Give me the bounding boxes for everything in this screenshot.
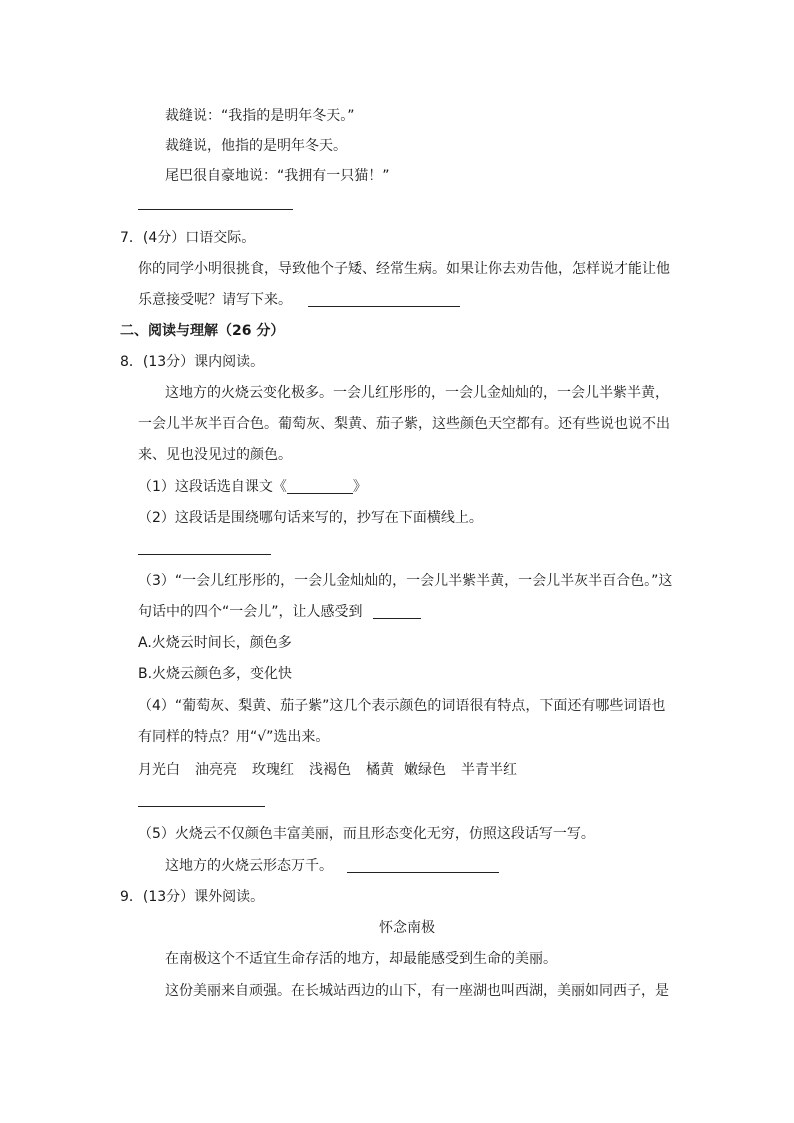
q9-paragraph-2: 这份美丽来自顽强。在长城站西边的山下，有一座湖也叫西湖，美丽如同西子，是 bbox=[165, 983, 669, 999]
answer-line-dialogue[interactable] bbox=[138, 209, 293, 210]
q8-header: 8．(13分）课内阅读。 bbox=[120, 354, 265, 370]
q8-passage-3: 来、见也没见过的颜色。 bbox=[138, 447, 292, 463]
answer-line-q8-sub1[interactable] bbox=[287, 479, 353, 494]
q8-sub1-pre: （1）这段话选自课文《 bbox=[138, 479, 287, 495]
q8-sub3-line-2-text: 句话中的四个“一会儿”，让人感受到 bbox=[138, 604, 363, 620]
answer-line-q8-sub5[interactable] bbox=[347, 858, 499, 873]
dialogue-line-1: 裁缝说：“我指的是明年冬天。” bbox=[165, 108, 355, 124]
q8-sub5: （5）火烧云不仅颜色丰富美丽，而且形态变化无穷，仿照这段话写一写。 bbox=[138, 826, 595, 842]
q7-text-1: 你的同学小明很挑食，导致他个子矮、经常生病。如果让你去劝告他，怎样说才能让他 bbox=[138, 261, 670, 277]
color-word[interactable]: 橘黄 bbox=[366, 762, 394, 778]
q8-sub3-line-2 bbox=[138, 603, 421, 621]
q8-sub2: （2）这段话是围绕哪句话来写的，抄写在下面横线上。 bbox=[138, 510, 483, 526]
option-b[interactable]: B.火烧云颜色多，变化快 bbox=[138, 666, 293, 682]
answer-line-q8-sub4[interactable] bbox=[138, 806, 265, 807]
q9-paragraph-1: 在南极这个不适宜生命存活的地方，却最能感受到生命的美丽。 bbox=[165, 951, 557, 967]
q8-sub4-line-2: 有同样的特点？用“√”选出来。 bbox=[138, 729, 330, 745]
q8-sub5-prompt: 这地方的火烧云形态万千。 bbox=[165, 858, 333, 874]
q9-article-title: 怀念南极 bbox=[379, 920, 435, 936]
color-word[interactable]: 油亮亮 bbox=[195, 762, 237, 778]
q8-sub5-prompt-line bbox=[165, 857, 499, 875]
color-word[interactable]: 月光白 bbox=[138, 762, 180, 778]
q8-passage-1: 这地方的火烧云变化极多。一会儿红彤彤的，一会儿金灿灿的，一会儿半紫半黄， bbox=[165, 385, 669, 401]
q8-sub3-line-1: （3）“一会儿红彤彤的，一会儿金灿灿的，一会儿半紫半黄，一会儿半灰半百合色。”这 bbox=[138, 573, 673, 589]
q8-sub4-line-1: （4）“葡萄灰、梨黄、茄子紫”这几个表示颜色的词语很有特点，下面还有哪些词语也 bbox=[138, 698, 666, 714]
color-word[interactable]: 玫瑰红 bbox=[252, 762, 294, 778]
option-a[interactable]: A.火烧云时间长，颜色多 bbox=[138, 635, 292, 651]
q7-text-2 bbox=[138, 291, 460, 309]
q8-passage-2: 一会儿半灰半百合色。葡萄灰、梨黄、茄子紫，这些颜色天空都有。还有些说也说不出 bbox=[138, 416, 670, 432]
q8-sub1-post: 》 bbox=[352, 479, 367, 495]
q8-sub1 bbox=[138, 478, 367, 496]
color-word[interactable]: 浅褐色 bbox=[309, 762, 351, 778]
color-word[interactable]: 嫩绿色 bbox=[404, 762, 446, 778]
q7-header: 7．(4分）口语交际。 bbox=[120, 230, 256, 246]
color-word-list bbox=[138, 761, 517, 779]
color-word[interactable]: 半青半红 bbox=[461, 762, 517, 778]
answer-line-q8-sub3[interactable] bbox=[373, 604, 421, 619]
answer-line-q8-sub2[interactable] bbox=[138, 554, 271, 555]
q9-header: 9．(13分）课外阅读。 bbox=[120, 889, 265, 905]
dialogue-line-3: 尾巴很自豪地说：“我拥有一只猫！” bbox=[165, 168, 390, 184]
section-2-title: 二、阅读与理解（26 分） bbox=[120, 323, 285, 339]
q7-text-2-label: 乐意接受呢？请写下来。 bbox=[138, 292, 292, 308]
answer-line-q7[interactable] bbox=[308, 292, 460, 307]
dialogue-line-2: 裁缝说，他指的是明年冬天。 bbox=[165, 138, 347, 154]
